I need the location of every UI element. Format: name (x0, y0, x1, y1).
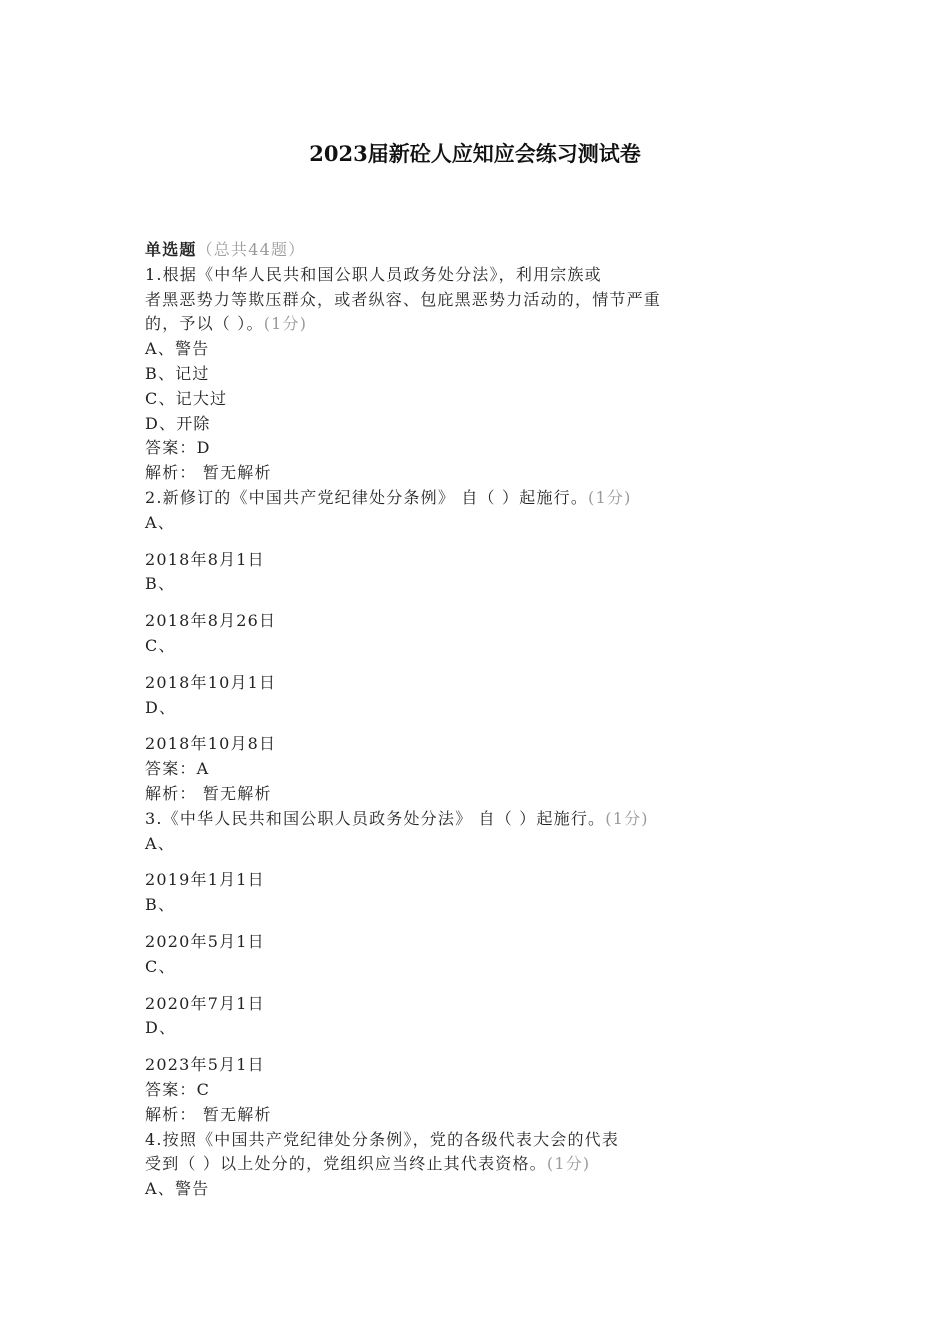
option-d-label: D、 (145, 697, 177, 717)
question-text-line: 4.按照《中国共产党纪律处分条例》，党的各级代表大会的代表 (145, 1129, 620, 1149)
question-3 (145, 807, 765, 1128)
analysis: 解析： 暂无解析 (145, 783, 272, 803)
question-text-line: 2.新修订的《中国共产党纪律处分条例》 自（ ）起施行。(1分) (145, 487, 632, 507)
option-a: A、警告 (145, 1179, 210, 1199)
question-text-line: 受到（ ）以上处分的，党组织应当终止其代表资格。(1分) (145, 1154, 591, 1174)
analysis: 解析： 暂无解析 (145, 1104, 272, 1124)
option-d: D、开除 (145, 413, 211, 433)
option-d-text: 2023年5月1日 (145, 1055, 265, 1075)
question-text-line: 3.《中华人民共和国公职人员政务处分法》 自（ ）起施行。(1分) (145, 808, 649, 828)
option-a: A、警告 (145, 339, 210, 359)
option-c-text: 2018年10月1日 (145, 672, 277, 692)
answer: 答案：A (145, 759, 210, 779)
question-text-line: 的，予以（ ）。(1分) (145, 314, 308, 334)
option-b-text: 2020年5月1日 (145, 931, 265, 951)
option-b-label: B、 (145, 574, 176, 594)
option-a-label: A、 (145, 833, 175, 853)
option-a-text: 2018年8月1日 (145, 549, 265, 569)
question-2 (145, 486, 765, 807)
question-4 (145, 1128, 765, 1202)
option-c-label: C、 (145, 635, 176, 655)
question-list (145, 238, 765, 1202)
question-text-line: 1.根据《中华人民共和国公职人员政务处分法》，利用宗族或 (145, 264, 602, 284)
option-d-text: 2018年10月8日 (145, 734, 277, 754)
option-c-text: 2020年7月1日 (145, 993, 265, 1013)
option-b: B、记过 (145, 363, 210, 383)
option-c: C、记大过 (145, 388, 228, 408)
question-score: (1分) (263, 314, 308, 334)
option-b-label: B、 (145, 895, 176, 915)
option-a-label: A、 (145, 512, 175, 532)
document-title: 2023届新砼人应知应会练习测试卷 (309, 141, 641, 166)
question-1 (145, 263, 765, 486)
question-text-line: 者黑恶势力等欺压群众，或者纵容、包庇黑恶势力活动的，情节严重 (145, 289, 662, 309)
option-b-text: 2018年8月26日 (145, 611, 277, 631)
section-label: 单选题 (145, 240, 197, 259)
analysis: 解析： 暂无解析 (145, 463, 272, 483)
option-c-label: C、 (145, 956, 176, 976)
option-a-text: 2019年1月1日 (145, 870, 265, 890)
section-count: （总共44题） (196, 240, 306, 259)
answer: 答案：D (145, 438, 211, 458)
question-score: (1分) (546, 1154, 591, 1174)
section-header (145, 238, 765, 263)
question-score: (1分) (588, 487, 632, 507)
answer: 答案：C (145, 1079, 211, 1099)
option-d-label: D、 (145, 1018, 177, 1038)
question-score: (1分) (605, 808, 649, 828)
